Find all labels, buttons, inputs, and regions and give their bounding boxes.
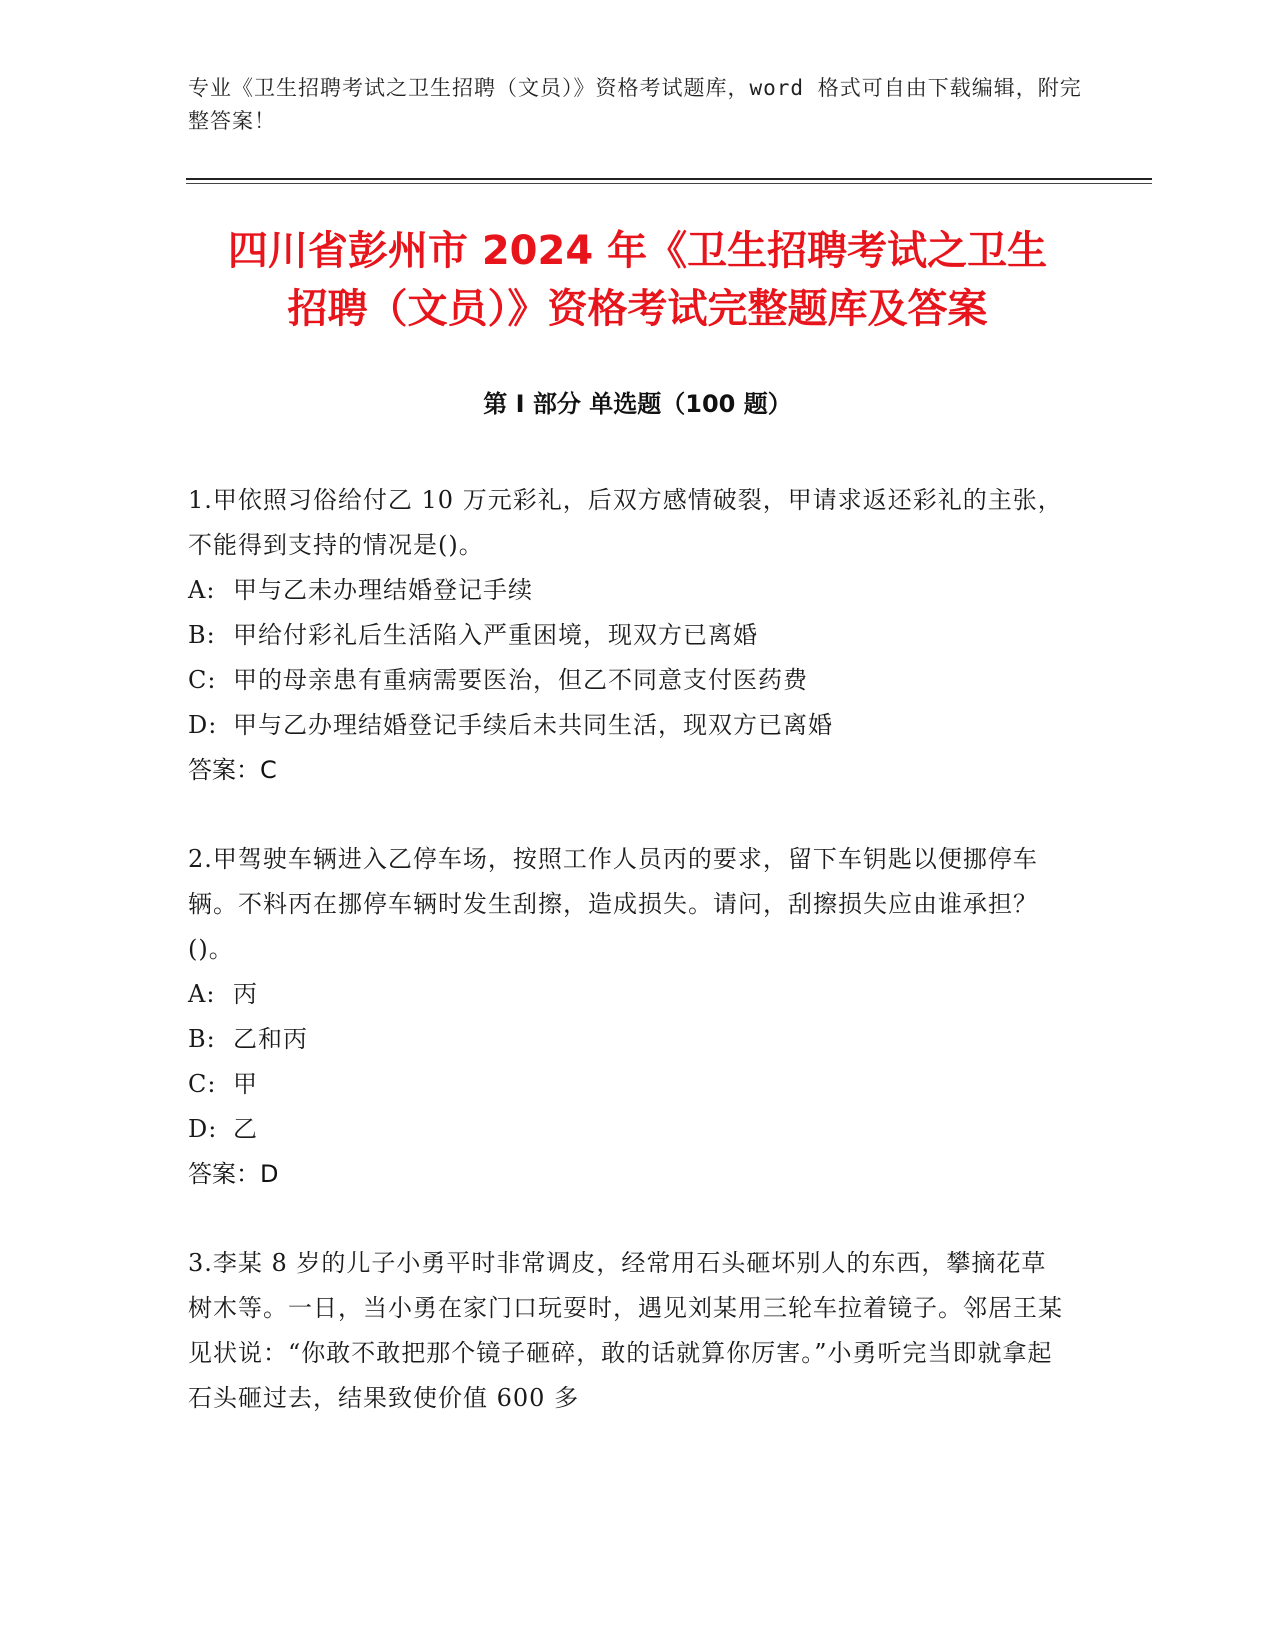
document-title bbox=[160, 222, 1115, 338]
option-text: 甲给付彩礼后生活陷入严重困境，现双方已离婚 bbox=[233, 621, 758, 649]
header-divider-thin bbox=[186, 183, 1152, 184]
option-letter: A: bbox=[188, 576, 216, 604]
option-c bbox=[188, 658, 1068, 703]
answer-label: 答案： bbox=[188, 756, 260, 784]
option-d bbox=[188, 1107, 1068, 1152]
option-b bbox=[188, 613, 1068, 658]
option-text: 甲的母亲患有重病需要医治，但乙不同意支付医药费 bbox=[233, 666, 808, 694]
option-letter: C: bbox=[188, 1070, 217, 1098]
section-title: 第 I 部分 单选题（100 题） bbox=[483, 390, 792, 418]
answer-value: D bbox=[260, 1160, 279, 1188]
option-text: 乙 bbox=[233, 1115, 258, 1143]
question-stem: 1.甲依照习俗给付乙 10 万元彩礼，后双方感情破裂，甲请求返还彩礼的主张，不能得到支持的情况是()。 bbox=[188, 486, 1063, 559]
option-text: 甲与乙办理结婚登记手续后未共同生活，现双方已离婚 bbox=[233, 711, 833, 739]
answer-line bbox=[188, 1152, 1068, 1197]
document-title-line-2: 招聘（文员）》资格考试完整题库及答案 bbox=[287, 286, 988, 332]
answer-value: C bbox=[260, 756, 277, 784]
option-letter: A: bbox=[188, 980, 216, 1008]
option-letter: B: bbox=[188, 621, 216, 649]
question-list bbox=[188, 478, 1068, 1465]
option-d bbox=[188, 703, 1068, 748]
document-title-line-1: 四川省彭州市 2024 年《卫生招聘考试之卫生 bbox=[227, 228, 1048, 274]
option-letter: D: bbox=[188, 1115, 218, 1143]
question-2 bbox=[188, 837, 1068, 1197]
option-text: 甲 bbox=[233, 1070, 258, 1098]
option-text: 甲与乙未办理结婚登记手续 bbox=[233, 576, 533, 604]
option-letter: C: bbox=[188, 666, 217, 694]
question-1 bbox=[188, 478, 1068, 793]
option-letter: B: bbox=[188, 1025, 216, 1053]
answer-label: 答案： bbox=[188, 1160, 260, 1188]
option-a bbox=[188, 972, 1068, 1017]
option-text: 丙 bbox=[233, 980, 258, 1008]
question-3 bbox=[188, 1241, 1068, 1421]
option-a bbox=[188, 568, 1068, 613]
option-c bbox=[188, 1062, 1068, 1107]
option-text: 乙和丙 bbox=[233, 1025, 308, 1053]
option-letter: D: bbox=[188, 711, 218, 739]
answer-line bbox=[188, 748, 1068, 793]
question-stem: 3.李某 8 岁的儿子小勇平时非常调皮，经常用石头砸坏别人的东西，攀摘花草树木等。一日，当小勇在家门口玩耍时，遇见刘某用三轮车拉着镜子。邻居王某见状说：“你敢不敢把那个镜子砸碎，敢的话就算你厉害。”小勇听完当即就拿起石头砸过去，结果致使价值 600 多 bbox=[188, 1249, 1063, 1412]
option-b bbox=[188, 1017, 1068, 1062]
header-divider-thick bbox=[186, 178, 1152, 180]
header-note: 专业《卫生招聘考试之卫生招聘（文员）》资格考试题库，word 格式可自由下载编辑，附完整答案！ bbox=[188, 76, 1082, 133]
question-stem: 2.甲驾驶车辆进入乙停车场，按照工作人员丙的要求，留下车钥匙以便挪停车辆。不料丙在挪停车辆时发生刮擦，造成损失。请问，刮擦损失应由谁承担？()。 bbox=[188, 845, 1038, 963]
